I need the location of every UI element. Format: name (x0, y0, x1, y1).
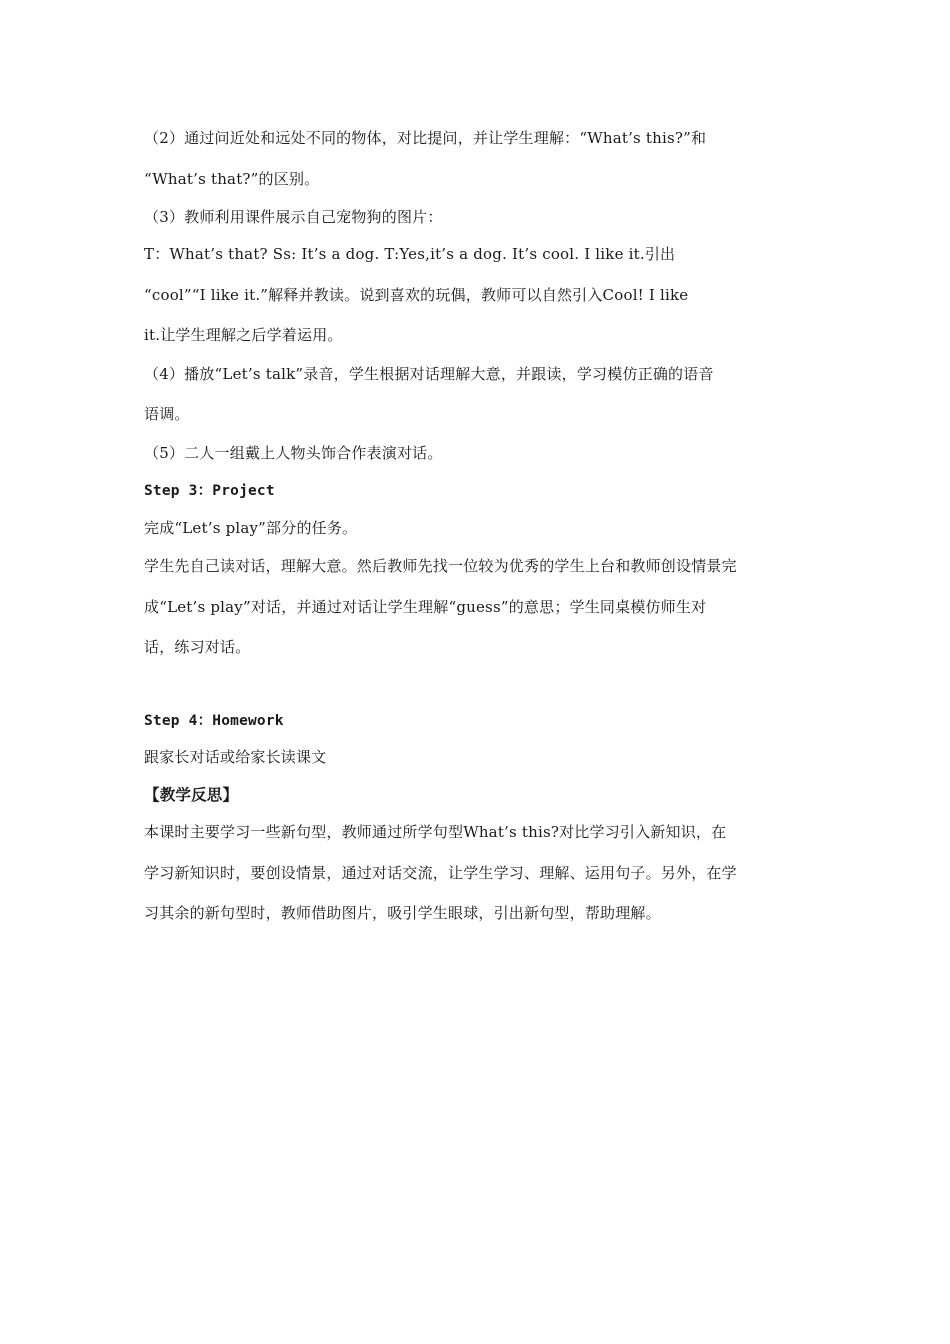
paragraph-line: 习其余的新句型时，教师借助图片，吸引学生眼球，引出新句型，帮助理解。 (144, 904, 661, 922)
paragraph-line: 学习新知识时，要创设情景，通过对话交流，让学生学习、理解、运用句子。另外，在学 (144, 864, 737, 882)
paragraph-line: 学生先自己读对话，理解大意。然后教师先找一位较为优秀的学生上台和教师创设情景完 (144, 557, 737, 575)
paragraph-line: 本课时主要学习一些新句型，教师通过所学句型What’s this?对比学习引入新知识，在 (144, 823, 727, 841)
paragraph-line: （5）二人一组戴上人物头饰合作表演对话。 (144, 444, 443, 462)
paragraph-line: T：What’s that? Ss: It’s a dog. T:Yes,it’s a dog. It’s cool. I like it.引出 (144, 245, 676, 263)
paragraph-line: （2）通过问近处和远处不同的物体，对比提问，并让学生理解：“What’s this?”和 (144, 129, 707, 147)
reflection-heading: 【教学反思】 (144, 785, 239, 804)
paragraph-line: it.让学生理解之后学着运用。 (144, 326, 343, 344)
paragraph-line: “cool”“I like it.”解释并教读。说到喜欢的玩偶，教师可以自然引入Cool! I like (144, 286, 689, 304)
paragraph-line: 话，练习对话。 (144, 638, 251, 656)
paragraph-line: （3）教师利用课件展示自己宠物狗的图片： (144, 208, 443, 226)
step-3-heading: Step 3：Project (144, 483, 275, 499)
paragraph-line: 成“Let’s play”对话，并通过对话让学生理解“guess”的意思；学生同桌模仿师生对 (144, 598, 707, 616)
paragraph-line: 语调。 (144, 405, 190, 423)
paragraph-line: （4）播放“Let’s talk”录音，学生根据对话理解大意，并跟读，学习模仿正确的语音 (144, 365, 714, 383)
step-4-heading: Step 4：Homework (144, 713, 284, 729)
paragraph-line: 跟家长对话或给家长读课文 (144, 748, 327, 766)
paragraph-line: “What’s that?”的区别。 (144, 170, 320, 188)
paragraph-line: 完成“Let’s play”部分的任务。 (144, 519, 358, 537)
